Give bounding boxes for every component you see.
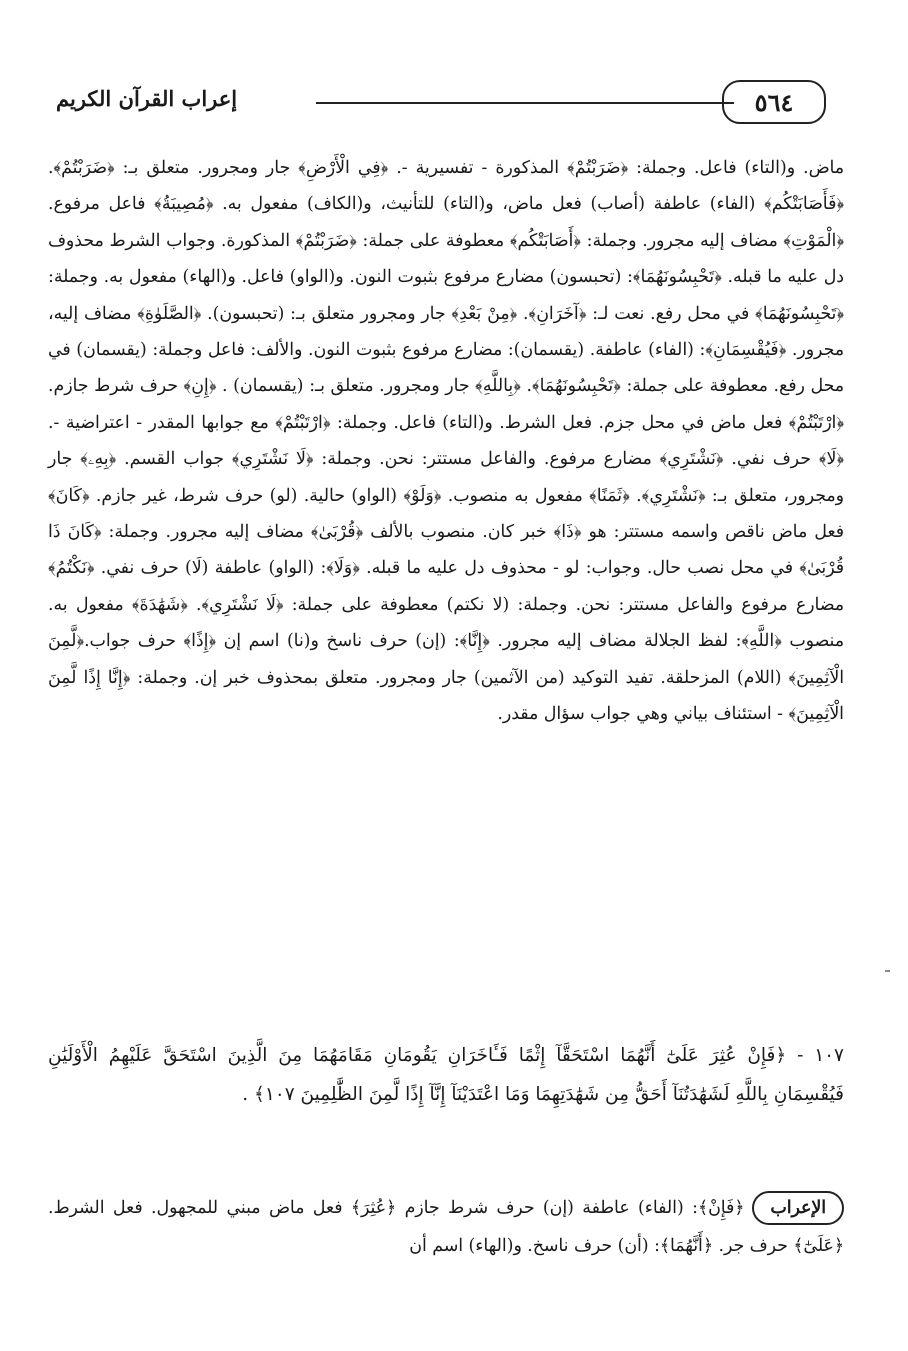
margin-mark: [885, 970, 890, 972]
irab-text: ﴿فَإِنْ﴾: (الفاء) عاطفة (إن) حرف شرط جازم ﴿عُثِرَ﴾ فعل ماض مبني للمجهول. فعل الشرط. ﴿عَلَىٰٓ﴾ حرف جر. ﴿أَنَّهُمَا﴾: (أن) حرف ناسخ. و(الهاء) اسم أن: [48, 1198, 844, 1256]
body-text: [48, 150, 844, 733]
verse-text: ١٠٧ - ﴿فَإِنْ عُثِرَ عَلَىٰٓ أَنَّهُمَا اسْتَحَقَّآ إِثْمًا فَـَٔاخَرَانِ يَقُومَانِ مَقَامَهُمَا مِنَ الَّذِينَ اسْتَحَقَّ عَلَيْهِمُ الْأَوْلَيَٰنِ فَيُقْسِمَانِ بِاللَّهِ لَشَهَٰدَتُنَآ أَحَقُّ مِن شَهَٰدَتِهِمَا وَمَا اعْتَدَيْنَآ إِنَّآ إِذًا لَّمِنَ الظَّٰلِمِينَ ١٠٧﴾ .: [48, 1045, 844, 1105]
irab-section: [48, 1189, 844, 1265]
header-rule: [316, 102, 734, 104]
page-header: [56, 80, 826, 124]
quran-verse: [48, 1036, 844, 1114]
irab-paragraph: [48, 1189, 844, 1265]
book-title: إعراب القرآن الكريم: [56, 86, 238, 111]
page-number: ٥٦٤: [722, 80, 826, 124]
body-paragraph: ماض. و(التاء) فاعل. وجملة: ﴿ضَرَبْتُمْ﴾ المذكورة - تفسيرية -. ﴿فِي الْأَرْضِ﴾ جار ومجرور. متعلق بـ: ﴿ضَرَبْتُمْ﴾. ﴿فَأَصَابَتْكُم﴾ (الفاء) عاطفة (أصاب) فعل ماض، و(التاء) للتأنيث، و(الكاف) مفعول به. ﴿مُصِيبَةُ﴾ فاعل مرفوع. ﴿الْمَوْتِ﴾ مضاف إليه مجرور. وجملة: ﴿أَصَابَتْكُم﴾ معطوفة على جملة: ﴿ضَرَبْتُمْ﴾ المذكورة. وجواب الشرط محذوف دل عليه ما قبله. ﴿تَحْبِسُونَهُمَا﴾: (تحبسون) مضارع مرفوع بثبوت النون. و(الواو) فاعل. و(الهاء) مفعول به. وجملة: ﴿تَحْبِسُونَهُمَا﴾ في محل رفع. نعت لـ: ﴿آخَرَانِ﴾. ﴿مِنْ بَعْدِ﴾ جار ومجرور متعلق بـ: (تحبسون). ﴿الصَّلَوٰةِ﴾ مضاف إليه، مجرور. ﴿فَيُقْسِمَانِ﴾: (الفاء) عاطفة. (يقسمان): مضارع مرفوع بثبوت النون. والألف: فاعل وجملة: (يقسمان) في محل رفع. معطوفة على جملة: ﴿تَحْبِسُونَهُمَا﴾. ﴿بِاللَّهِ﴾ جار ومجرور. متعلق بـ: (يقسمان) . ﴿إِنِ﴾ حرف شرط جازم. ﴿ارْتَبْتُمْ﴾ فعل ماض في محل جزم. فعل الشرط. و(التاء) فاعل. وجملة: ﴿ارْتَبْتُمْ﴾ مع جوابها المقدر - اعتراضية -. ﴿لَا﴾ حرف نفي. ﴿نَشْتَرِي﴾ مضارع مرفوع. والفاعل مستتر: نحن. وجملة: ﴿لَا نَشْتَرِي﴾ جواب القسم. ﴿بِهِۦ﴾ جار ومجرور، متعلق بـ: ﴿نَشْتَرِي﴾. ﴿ثَمَنًا﴾ مفعول به منصوب. ﴿وَلَوْ﴾ (الواو) حالية. (لو) حرف شرط، غير جازم. ﴿كَانَ﴾ فعل ماض ناقص واسمه مستتر: هو ﴿ذَا﴾ خبر كان. منصوب بالألف ﴿قُرْبَىٰ﴾ مضاف إليه مجرور. وجملة: ﴿كَانَ ذَا قُرْبَىٰ﴾ في محل نصب حال. وجواب: لو - محذوف دل عليه ما قبله. ﴿وَلَا﴾: (الواو) عاطفة (لَا) حرف نفي. ﴿نَكْتُمُ﴾ مضارع مرفوع والفاعل مستتر: نحن. وجملة: (لا نكتم) معطوفة على جملة: ﴿لَا نَشْتَرِي﴾. ﴿شَهَٰدَةَ﴾ مفعول به. منصوب ﴿اللَّهِ﴾: لفظ الجلالة مضاف إليه مجرور. ﴿إِنَّا﴾: (إن) حرف ناسخ و(نا) اسم إن ﴿إِذًا﴾ حرف جواب.﴿لَّمِنَ الْآثِمِينَ﴾ (اللام) المزحلقة. تفيد التوكيد (من الآثمين) جار ومجرور. متعلق بمحذوف خبر إن. وجملة: ﴿إِنَّا إِذًا لَّمِنَ الْآثِمِينَ﴾ - استئناف بياني وهي جواب سؤال مقدر.: [48, 158, 844, 725]
irab-badge: الإعراب: [752, 1191, 844, 1225]
